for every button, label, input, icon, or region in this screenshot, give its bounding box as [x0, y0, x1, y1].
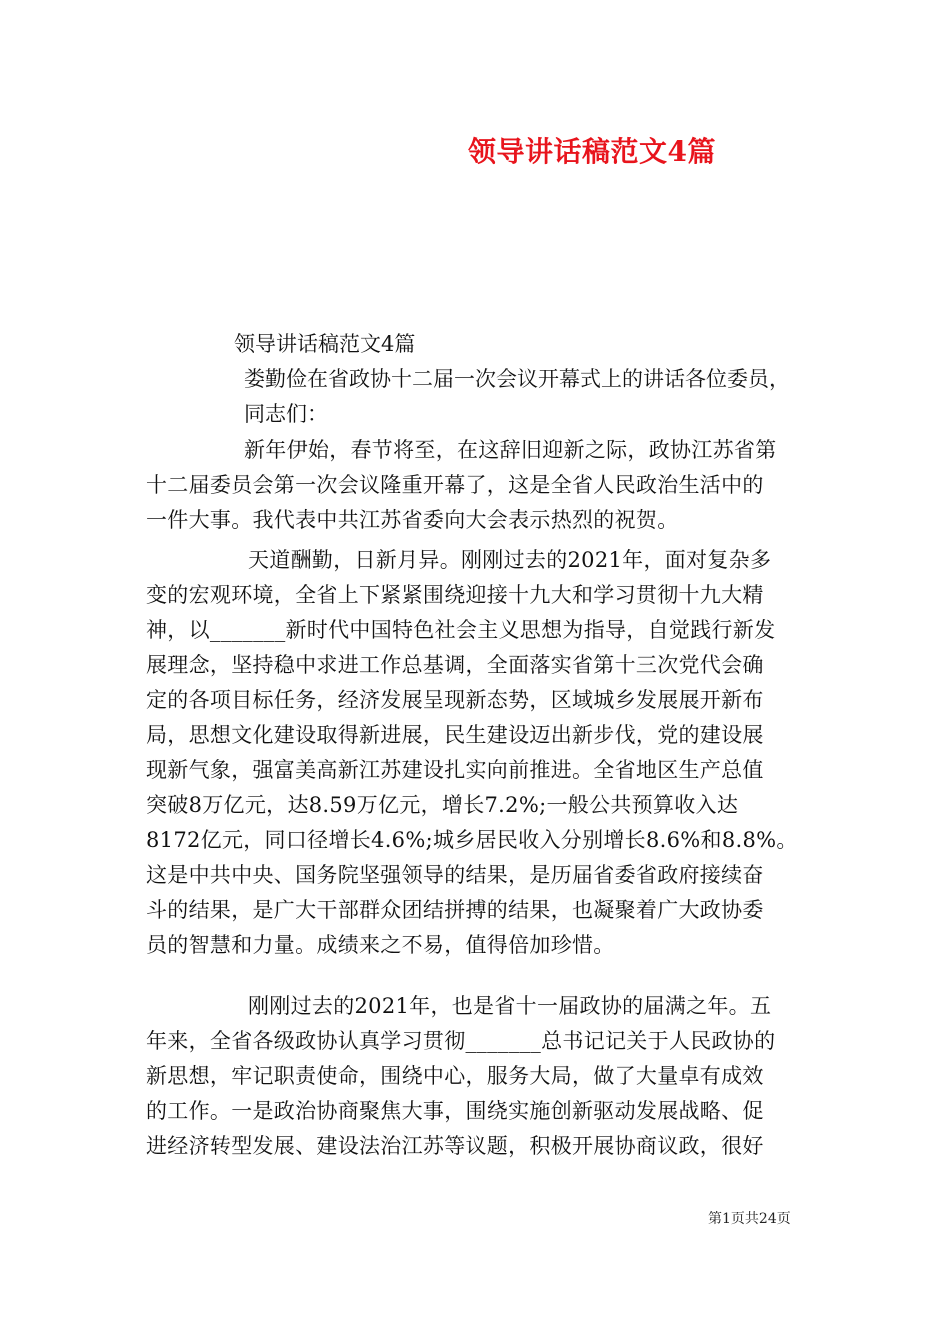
paragraph-1 [146, 433, 814, 538]
paragraph-line: 员的智慧和力量。成绩来之不易，值得倍加珍惜。 [146, 933, 615, 957]
paragraph-2 [146, 543, 814, 963]
page-number: 第1页共24页 [708, 1211, 791, 1227]
paragraph-line: 神，以_______新时代中国特色社会主义思想为指导，自觉践行新发 [146, 618, 776, 642]
paragraph-line: 突破8万亿元，达8.59万亿元，增长7.2%;一般公共预算收入达 [146, 793, 739, 817]
paragraph-line: 一件大事。我代表中共江苏省委向大会表示热烈的祝贺。 [146, 508, 679, 532]
paragraph-line: 展理念，坚持稳中求进工作总基调，全面落实省第十三次党代会确 [146, 653, 764, 677]
intro-line: 娄勤俭在省政协十二届一次会议开幕式上的讲话各位委员， [244, 367, 790, 391]
salutation: 同志们： [244, 402, 328, 426]
paragraph-line: 新年伊始，春节将至，在这辞旧迎新之际，政协江苏省第 [244, 438, 777, 462]
paragraph-line: 天道酬勤，日新月异。刚刚过去的2021年，面对复杂多 [248, 548, 772, 572]
paragraph-line: 这是中共中央、国务院坚强领导的结果，是历届省委省政府接续奋 [146, 863, 764, 887]
paragraph-line: 十二届委员会第一次会议隆重开幕了，这是全省人民政治生活中的 [146, 473, 764, 497]
paragraph-line: 变的宏观环境，全省上下紧紧围绕迎接十九大和学习贯彻十九大精 [146, 583, 764, 607]
paragraph-line: 局，思想文化建设取得新进展，民生建设迈出新步伐，党的建设展 [146, 723, 764, 747]
paragraph-line: 年来，全省各级政协认真学习贯彻_______总书记记关于人民政协的 [146, 1029, 776, 1053]
paragraph-line: 的工作。一是政治协商聚焦大事，围绕实施创新驱动发展战略、促 [146, 1099, 764, 1123]
paragraph-line: 斗的结果，是广大干部群众团结拼搏的结果，也凝聚着广大政协委 [146, 898, 764, 922]
paragraph-3 [146, 989, 814, 1164]
paragraph-line: 现新气象，强富美高新江苏建设扎实向前推进。全省地区生产总值 [146, 758, 764, 782]
paragraph-line: 定的各项目标任务，经济发展呈现新态势，区域城乡发展展开新布 [146, 688, 764, 712]
paragraph-line: 进经济转型发展、建设法治江苏等议题，积极开展协商议政，很好 [146, 1134, 764, 1158]
paragraph-line: 新思想，牢记职责使命，围绕中心，服务大局，做了大量卓有成效 [146, 1064, 764, 1088]
document-subtitle: 领导讲话稿范文4篇 [234, 332, 416, 356]
document-title: 领导讲话稿范文4篇 [468, 135, 716, 168]
paragraph-line: 8172亿元，同口径增长4.6%;城乡居民收入分别增长8.6%和8.8%。 [146, 828, 798, 852]
paragraph-line: 刚刚过去的2021年，也是省十一届政协的届满之年。五 [248, 994, 772, 1018]
